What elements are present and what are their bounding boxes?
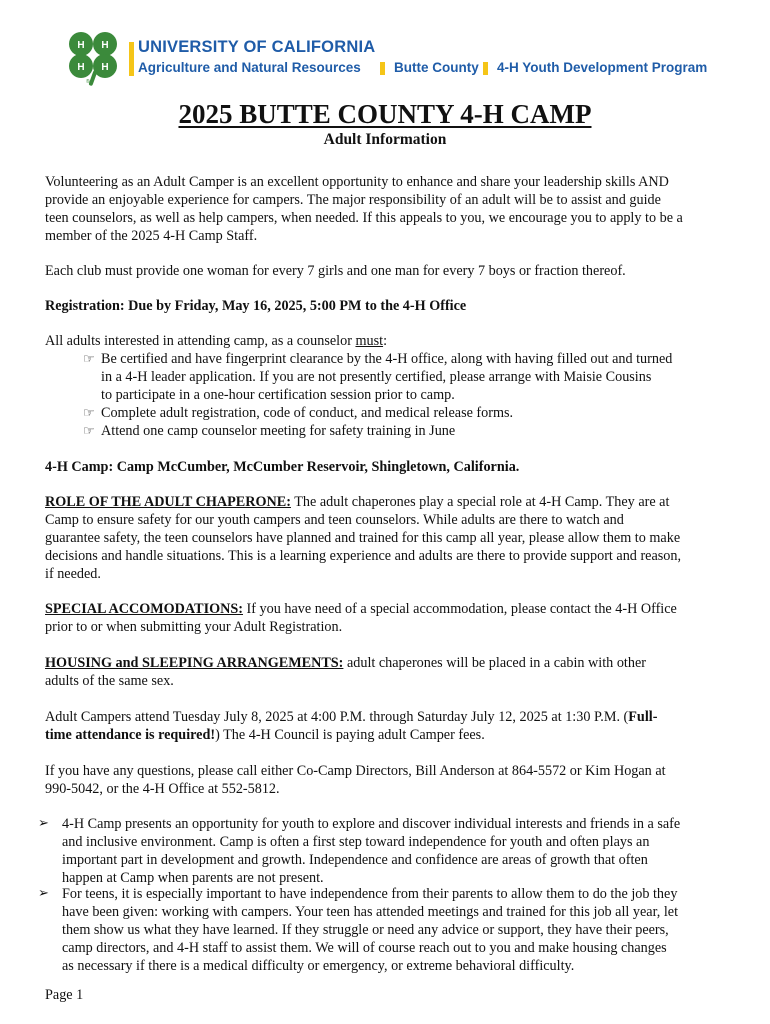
contact-paragraph: If you have any questions, please call either Co-Camp Directors, Bill Anderson at 864-5572 or Kim Hogan at 990-5042, or the 4-H Office at 552-5812. [45,763,666,797]
brand-bar [129,42,134,76]
svg-text:H: H [101,62,109,73]
pointing-hand-icon: ☞ [83,423,95,438]
pointing-hand-icon: ☞ [83,405,95,420]
attendance-paragraph: Adult Campers attend Tuesday July 8, 2025 at 4:00 P.M. through Saturday July 12, 2025 at 1:30 P.M. (Full- time attendance is required!) The 4-H Council is paying adult Camper fees. [45,709,658,743]
pointing-hand-icon: ☞ [83,351,95,366]
camp-location: 4-H Camp: Camp McCumber, McCumber Reservoir, Shingletown, California. [45,459,520,475]
ratio-text: Each club must provide one woman for every 7 girls and one man for every 7 boys or fraction thereof. [45,263,626,279]
arrow-bullet-icon: ➢ [38,886,49,901]
special-heading: SPECIAL ACCOMODATIONS: [45,601,243,617]
housing-paragraph: HOUSING and SLEEPING ARRANGEMENTS: adult chaperones will be placed in a cabin with other adults of the same sex. [45,655,646,689]
role-paragraph: ROLE OF THE ADULT CHAPERONE: The adult chaperones play a special role at 4-H Camp. They are at Camp to ensure safety for our youth campers and teen counselors. While adults are there to watch and guarantee safety, the teen counselors have planned and trained for this camp all year, please allow them to make decisions and handle situations. This is a learning experience and adults are there to provide support and reason, if needed. [45,494,682,582]
division-name: Agriculture and Natural Resources [138,60,361,75]
arrow-bullet-icon: ➢ [38,816,49,831]
special-paragraph: SPECIAL ACCOMODATIONS: If you have need of a special accommodation, please contact the 4-H Office prior to or when submitting your Adult Registration. [45,601,677,635]
svg-text:H: H [77,40,85,51]
trademark-mark: ® [86,79,90,85]
org-name: UNIVERSITY OF CALIFORNIA [138,38,376,56]
registration-deadline: Registration: Due by Friday, May 16, 2025, 5:00 PM to the 4-H Office [45,298,467,314]
info-bullet: 4-H Camp presents an opportunity for youth to explore and discover individual interests and friends in a safe and inclusive environment. Camp is often a first step toward independence for youth and often plays an important part in development and growth. Independence and confidence are areas of growth that often happen at Camp when parents are not present. [62,816,681,886]
page-title: 2025 BUTTE COUNTY 4-H CAMP [178,99,592,129]
role-heading: ROLE OF THE ADULT CHAPERONE: [45,494,291,510]
brand-separator [483,62,488,75]
page-subtitle: Adult Information [323,131,447,148]
info-bullet: For teens, it is especially important to have independence from their parents to allow them to do the job they have been given: working with campers. Your teen has attended meetings and trained for this job all year, let them show us what they have learned. If they struggle or need any advice or support, they have their peers, camp directors, and 4-H staff to assist them. We will of course reach out to you and make housing changes as necessary if there is a medical difficulty or emergency, or extreme behavioral difficulty. [62,886,679,974]
requirement-item: Be certified and have fingerprint clearance by the 4-H office, along with having filled out and turned in a 4-H leader application. If you are not presently certified, please arrange with Maisie Cousins to participate in a one-hour certification session prior to camp. [101,351,673,403]
brand-separator [380,62,385,75]
housing-heading: HOUSING and SLEEPING ARRANGEMENTS: [45,655,344,671]
svg-text:H: H [77,62,85,73]
intro-paragraph: Volunteering as an Adult Camper is an excellent opportunity to enhance and share your leadership skills AND provide an enjoyable experience for campers. The major responsibility of an adult will be to assist and guide teen counselors, as well as help campers, when needed. If this appeals to you, we encourage you to apply to be a member of the 2025 4-H Camp Staff. [45,174,683,244]
4h-clover-icon [60,24,126,88]
page-number: Page 1 [45,987,84,1003]
program-name: 4-H Youth Development Program [497,60,708,75]
requirement-item: Complete adult registration, code of conduct, and medical release forms. [101,405,514,421]
county-name: Butte County [394,60,479,75]
requirements-intro: All adults interested in attending camp, as a counselor must: [45,333,388,349]
requirement-item: Attend one camp counselor meeting for safety training in June [101,423,456,439]
svg-text:H: H [101,40,109,51]
